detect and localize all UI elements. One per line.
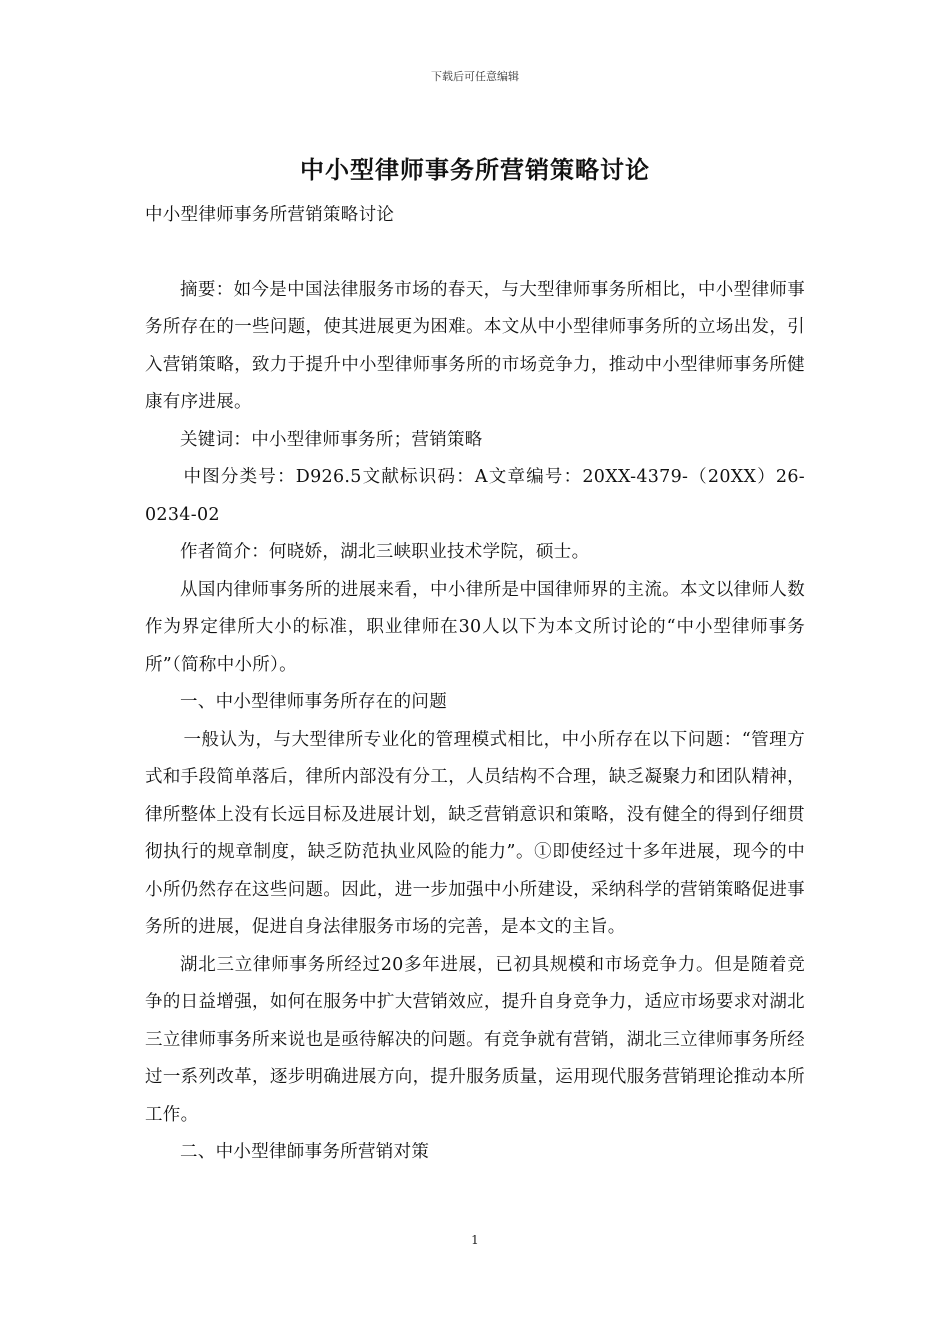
section-2-heading: 二、中小型律師事务所营销对策 [180, 1142, 430, 1162]
intro-paragraph: 从国内律师事务所的进展来看，中小律所是中国律师界的主流。本文以律师人数作为界定律所大小的标准，职业律师在30人以下为本文所讨论的“中小型律师事务所”（简称中小所）。 [145, 579, 805, 675]
blank-line [145, 235, 805, 272]
document-body [145, 197, 805, 1172]
document-title: 中小型律师事务所营销策略讨论 [300, 156, 650, 184]
section-1-paragraph-2: 湖北三立律师事务所经过20多年进展，已初具规模和市场竞争力。但是随着竞争的日益增强，如何在服务中扩大营销效应，提升自身竞争力，适应市场要求对湖北三立律师事务所来说也是亟待解决的问题。有竞争就有营销，湖北三立律师事务所经过一系列改革，逐步明确进展方向，提升服务质量，运用现代服务营销理论推动本所工作。 [145, 954, 805, 1125]
classification-line: 中图分类号：D926.5文献标识码：A文章编号：20XX-4379-（20XX）26-0234-02 [145, 467, 805, 525]
page-number: 1 [471, 1233, 479, 1247]
abstract-paragraph: 摘要：如今是中国法律服务市场的春天，与大型律师事务所相比，中小型律师事务所存在的一些问题，使其进展更为困难。本文从中小型律师事务所的立场出发，引入营销策略，致力于提升中小型律师事务所的市场竞争力，推动中小型律师事务所健康有序进展。 [145, 279, 805, 412]
section-1-heading: 一、中小型律师事务所存在的问题 [180, 692, 447, 712]
keywords-line: 关键词：中小型律师事务所；营销策略 [180, 429, 483, 450]
author-line: 作者简介：何晓娇，湖北三峡职业技术学院，硕士。 [180, 542, 590, 562]
section-1-paragraph-1: 一般认为，与大型律所专业化的管理模式相比，中小所存在以下问题：“管理方式和手段简单落后，律所内部没有分工，人员结构不合理，缺乏凝聚力和团队精神，律所整体上没有长远目标及进展计划，缺乏营销意识和策略，没有健全的得到仔细贯彻执行的规章制度，缺乏防范执业风险的能力”。①即使经过十多年进展，现今的中小所仍然存在这些问题。因此，进一步加强中小所建设，采纳科学的营销策略促进事务所的进展，促进自身法律服务市场的完善，是本文的主旨。 [145, 729, 805, 937]
header-note: 下载后可任意编辑 [431, 70, 519, 83]
document-subtitle: 中小型律师事务所营销策略讨论 [145, 205, 395, 225]
